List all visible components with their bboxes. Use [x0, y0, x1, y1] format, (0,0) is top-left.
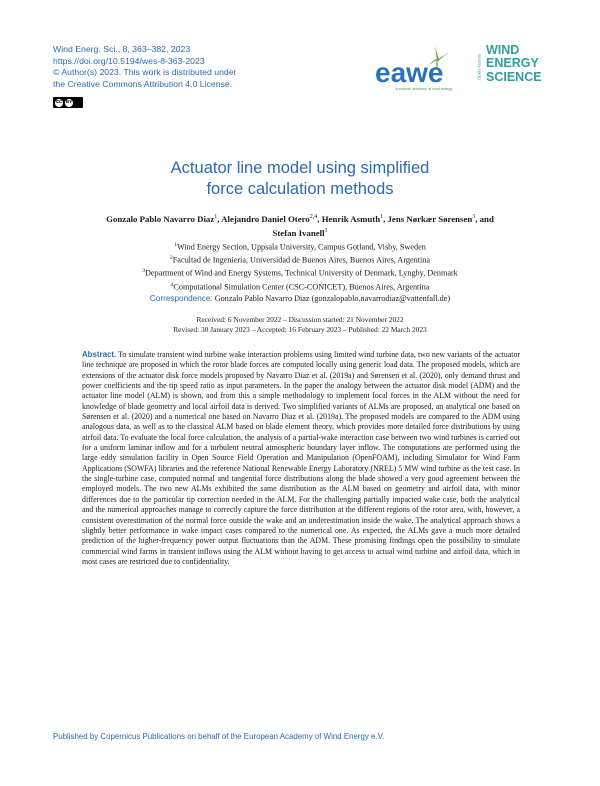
publisher-footer: Published by Copernicus Publications on behalf of the European Academy of Wind Energy e.V.	[53, 732, 385, 741]
affiliation-item: $^3$Department of Wind and Energy Systems, Technical University of Denmark, Lyngby, Denmark	[142, 268, 458, 279]
dates-line: Received: 6 November 2022 – Discussion started: 21 November 2022	[196, 315, 404, 324]
author-conjunction: and	[479, 213, 494, 224]
author-affiliation-mark: 3	[472, 214, 476, 220]
citation-block	[53, 44, 313, 90]
journal-name	[486, 44, 542, 84]
correspondence-label: Correspondence:	[149, 294, 213, 303]
author-affiliation-mark: 2,4	[309, 214, 318, 220]
journal-name-line: SCIENCE	[486, 69, 542, 84]
paper-title	[60, 158, 540, 200]
journal-name-line: WIND	[486, 43, 520, 57]
correspondence	[60, 294, 540, 303]
author-affiliation-mark: 1	[214, 214, 218, 220]
cc-icon: cc	[55, 98, 63, 105]
correspondence-text[interactable]: Gonzalo Pablo Navarro Diaz (gonzalopablo.navarrodiaz@vattenfall.de)	[214, 294, 451, 303]
author-name: Gonzalo Pablo Navarro Diaz	[106, 213, 215, 224]
affiliation-list	[60, 240, 540, 293]
citation-line: Wind Energ. Sci., 8, 363–382, 2023	[53, 44, 191, 54]
author-list: Gonzalo Pablo Navarro Diaz$^1$, Alejandro Daniel Otero$^{2,4}$, Henrik Asmuth$^1$, Jens Nørkær Sørensen$^3$, and Stefan Ivanell$^1$	[106, 213, 494, 238]
affiliation-item: $^1$Wind Energy Section, Uppsala University, Campus Gotland, Visby, Sweden	[174, 242, 426, 252]
eawe-logo-text: eawe	[375, 57, 444, 88]
title-line: Actuator line model using simplified	[170, 159, 430, 177]
abstract	[82, 350, 520, 567]
publication-dates	[60, 315, 540, 336]
abstract-label: Abstract.	[82, 350, 117, 359]
dates-line: Revised: 30 January 2023 – Accepted: 16 February 2023 – Published: 22 March 2023	[173, 325, 427, 335]
author-name: Jens Nørkær Sørensen	[387, 213, 473, 224]
open-access-label	[474, 44, 484, 90]
affiliation-item: $^4$Computational Simulation Center (CSC-CONICET), Buenos Aires, Argentina	[170, 281, 430, 292]
by-icon: BY	[65, 99, 73, 107]
journal-name-line: ENERGY	[486, 56, 539, 71]
title-line: force calculation methods	[206, 180, 394, 198]
doi-link[interactable]: https://doi.org/10.5194/wes-8-363-2023	[53, 55, 205, 66]
author-name: Stefan Ivanell	[272, 227, 325, 238]
author-affiliation-mark: 1	[324, 227, 328, 234]
license-link[interactable]: the Creative Commons Attribution 4.0 License.	[53, 78, 233, 89]
abstract-text: To simulate transient wind turbine wake interaction problems using limited wind turbine data, two new variants of the actuator line technique are proposed in which the rotor blade forces are computed locally using generic load data. The proposed models, which are extensions of the actuator disk force models proposed by Navarro Diaz et al. (2019a) and Sørensen et al. (2020), only demand thrust and power coefficients and the tip speed ratio as input parameters. In the paper the analogy between the actuator disk model (ADM) and the actuator line model (ALM) is shown, and from this a simple methodology to implement local forces in the ALM without the need for knowledge of blade geometry and local airfoil data is derived. Two simplified variants of ALMs are proposed, an analytical one based on Sørensen et al. (2020) and a numerical one based on Navarro Diaz et al. (2019a). The proposed models are compared to the ADM using analogous data, as well as to the classical ALM based on blade element theory, which provides more detailed force distributions by using airfoil data. To evaluate the local force calculation, the analysis of a partial-wake interaction case between two wind turbines is carried out for a uniform laminar inflow and for a turbulent neutral atmospheric boundary layer inflow. The computations are performed using the large eddy simulation facility in Open Source Field Operation and Manipulation (OpenFOAM), including Simulator for Wind Farm Applications (SOWFA) libraries and the reference National Renewable Energy Laboratory (NREL) 5 MW wind turbine as the test case. In the single-turbine case, computed normal and tangential force distributions along the blade showed a very good agreement between the employed models. The two new ALMs exhibited the same distribution as the ALM based on geometry and airfoil data, with minor differences due to the particular tip correction needed in the ALM. For the challenging partially impacted wake case, both the analytical and the numerical approaches manage to correctly capture the force distribution at the different regions of the rotor area, with, however, a consistent overestimation of the normal force outside the wake and an underestimation inside the wake. The analytical approach shows a slightly better performance in wake impact cases compared to the numerical one. As expected, the ALMs gave a much more detailed prediction of the higher-frequency power output fluctuations than the ADM. These promising findings open the possibility to simulate commercial wind farms in transient inflows using the ALM without having to get access to actual wind turbine and airfoil data, which in most cases are restricted due to confidentiality.	[82, 350, 520, 566]
author-affiliation-mark: 1	[380, 214, 384, 220]
open-access-text: Open Access	[476, 53, 482, 81]
cc-by-license-icon[interactable]	[53, 97, 83, 108]
author-name: Alejandro Daniel Otero	[221, 213, 310, 224]
affiliation-item: $^2$Facultad de Ingeniería, Universidad de Buenos Aires, Buenos Aires, Argentina	[170, 255, 430, 265]
eawe-logo-subtitle: european academy of wind energy	[395, 87, 453, 91]
copyright-line: © Author(s) 2023. This work is distributed under	[53, 67, 237, 78]
author-name: Henrik Asmuth	[321, 213, 381, 224]
